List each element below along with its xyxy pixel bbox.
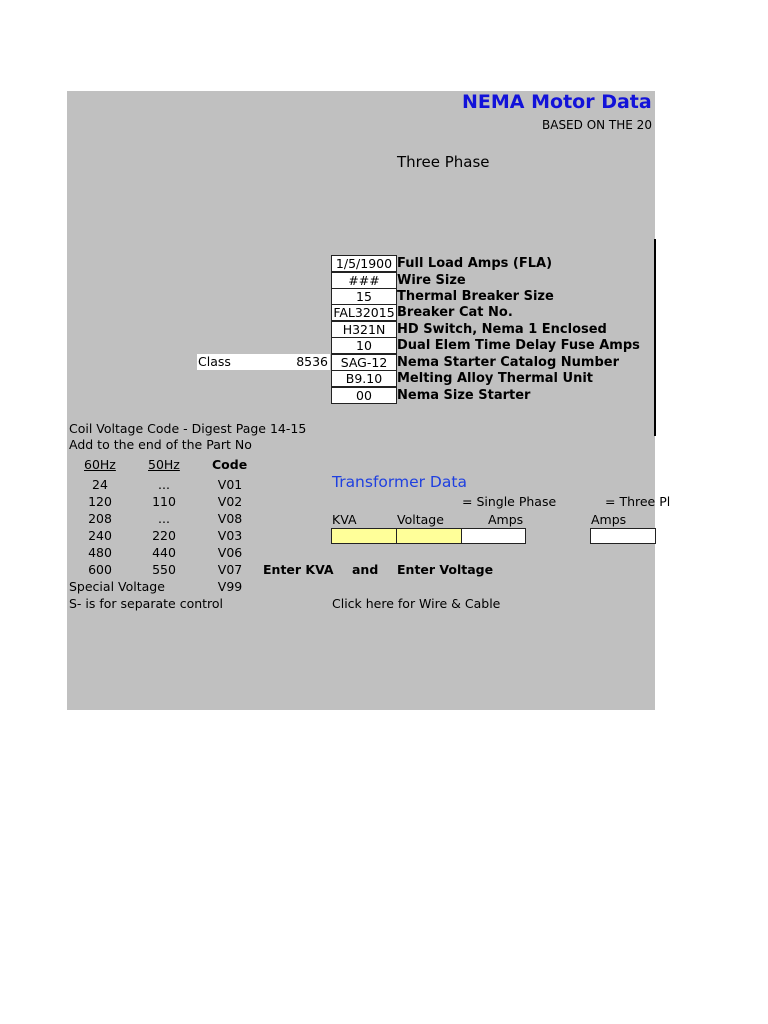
single-phase-label: = Single Phase [462,494,557,509]
header-code: Code [212,457,248,472]
wire-cable-link[interactable]: Click here for Wire & Cable [332,596,501,611]
row-50hz: 550 [152,562,176,577]
column-divider [654,239,656,436]
row-60hz: 480 [88,545,112,560]
class-value: 8536 [296,354,328,369]
row-50hz: 220 [152,528,176,543]
fuse-amps-value[interactable]: 10 [331,337,397,354]
page-subtitle: BASED ON THE 20 [542,118,652,132]
hd-switch-label: HD Switch, Nema 1 Enclosed [397,322,607,337]
voltage-input[interactable] [396,528,462,544]
fla-value[interactable]: 1/5/1900 [331,255,397,272]
row-50hz: ... [158,477,170,492]
breaker-cat-value[interactable]: FAL32015 [331,304,397,321]
enter-kva-instruction: Enter KVA [263,562,334,577]
phase-heading: Three Phase [397,153,490,171]
row-60hz: 120 [88,494,112,509]
row-60hz: 24 [92,477,108,492]
spreadsheet-area [67,91,671,710]
starter-catalog-value[interactable]: SAG-12 [331,354,397,371]
row-code: V07 [217,562,243,577]
thermal-unit-label: Melting Alloy Thermal Unit [397,371,594,386]
fuse-amps-label: Dual Elem Time Delay Fuse Amps [397,338,640,353]
starter-size-value[interactable]: 00 [331,387,397,404]
row-60hz: 240 [88,528,112,543]
three-phase-amps-output [590,528,656,544]
wire-size-value[interactable]: ### [331,272,397,289]
breaker-size-label: Thermal Breaker Size [397,289,554,304]
kva-input[interactable] [331,528,397,544]
thermal-unit-value[interactable]: B9.10 [331,370,397,387]
row-code: V06 [217,545,243,560]
row-code: V08 [217,511,243,526]
row-code: V01 [217,477,243,492]
hd-switch-value[interactable]: H321N [331,321,397,338]
row-code: V02 [217,494,243,509]
header-50hz: 50Hz [148,457,180,472]
class-cell[interactable] [197,354,330,370]
row-50hz: ... [158,511,170,526]
row-60hz: 208 [88,511,112,526]
starter-catalog-label: Nema Starter Catalog Number [397,355,620,370]
row-60hz: 600 [88,562,112,577]
coil-note-1: Coil Voltage Code - Digest Page 14-15 [69,421,307,436]
coil-note-2: Add to the end of the Part No [69,437,252,452]
row-50hz: 110 [152,494,176,509]
special-voltage-code: V99 [217,579,243,594]
amps-label-single: Amps [488,512,524,527]
row-50hz: 440 [152,545,176,560]
amps-label-three: Amps [591,512,627,527]
breaker-size-value[interactable]: 15 [331,288,397,305]
and-text: and [352,562,379,577]
fla-label: Full Load Amps (FLA) [397,256,553,271]
three-phase-label: = Three Pl [605,494,671,509]
kva-label: KVA [332,512,357,527]
page-title: NEMA Motor Data [462,91,652,113]
enter-voltage-instruction: Enter Voltage [397,562,494,577]
special-voltage-label: Special Voltage [69,579,165,594]
header-60hz: 60Hz [84,457,116,472]
single-phase-amps-output [461,528,526,544]
separate-control-note: S- is for separate control [69,596,224,611]
voltage-label: Voltage [397,512,444,527]
row-code: V03 [217,528,243,543]
breaker-cat-label: Breaker Cat No. [397,305,513,320]
wire-size-label: Wire Size [397,273,466,288]
class-label: Class [198,354,231,369]
starter-size-label: Nema Size Starter [397,388,531,403]
transformer-title: Transformer Data [332,473,467,491]
